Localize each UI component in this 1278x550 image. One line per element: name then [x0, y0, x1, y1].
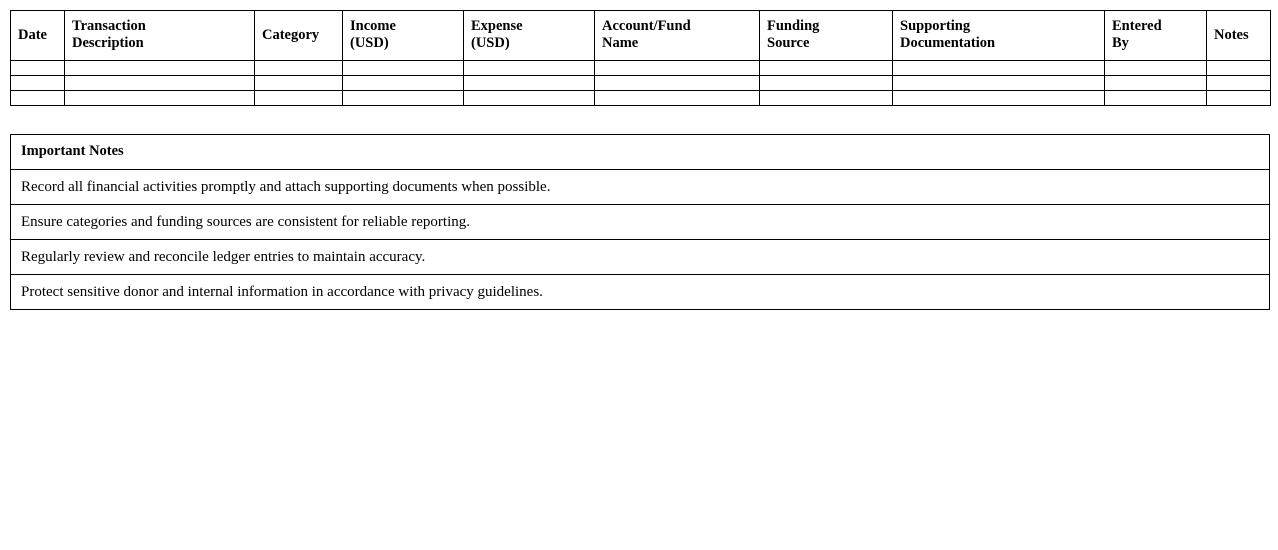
- important-notes-table: [10, 134, 1270, 310]
- cell-supporting-documentation[interactable]: [893, 76, 1105, 91]
- column-header-account-fund-name: [595, 11, 760, 61]
- column-header-date-label: Date: [18, 27, 47, 44]
- column-header-income-usd-line1: Income: [350, 18, 396, 34]
- column-header-entered-by: [1105, 11, 1207, 61]
- cell-account-fund-name[interactable]: [595, 91, 760, 106]
- cell-expense-usd[interactable]: [464, 76, 595, 91]
- list-item: [11, 205, 1270, 240]
- cell-date[interactable]: [11, 76, 65, 91]
- important-note-3: Regularly review and reconcile ledger entries to maintain accuracy.: [11, 240, 1270, 275]
- ledger-header-row: [11, 11, 1271, 61]
- cell-account-fund-name[interactable]: [595, 61, 760, 76]
- cell-category[interactable]: [255, 61, 343, 76]
- ledger-header: [11, 11, 1271, 61]
- table-row: [11, 61, 1271, 76]
- column-header-supporting-documentation-line2: Documentation: [900, 35, 996, 52]
- notes-title-row: [11, 135, 1270, 170]
- column-header-notes: [1207, 11, 1271, 61]
- cell-funding-source[interactable]: [760, 61, 893, 76]
- column-header-account-fund-name-line2: Name: [602, 35, 639, 52]
- column-header-expense-usd-line1: Expense: [471, 18, 523, 34]
- column-header-funding-source-line2: Source: [767, 35, 810, 52]
- column-header-category: [255, 11, 343, 61]
- list-item: [11, 275, 1270, 310]
- column-header-income-usd: [343, 11, 464, 61]
- cell-supporting-documentation[interactable]: [893, 91, 1105, 106]
- column-header-entered-by-line1: Entered: [1112, 18, 1162, 34]
- cell-transaction-description[interactable]: [65, 91, 255, 106]
- cell-account-fund-name[interactable]: [595, 76, 760, 91]
- column-header-funding-source: [760, 11, 893, 61]
- important-note-4: Protect sensitive donor and internal information in accordance with privacy guidelines.: [11, 275, 1270, 310]
- cell-notes[interactable]: [1207, 76, 1271, 91]
- cell-expense-usd[interactable]: [464, 91, 595, 106]
- column-header-expense-usd-line2: (USD): [471, 35, 510, 52]
- important-notes-title: Important Notes: [11, 135, 1270, 170]
- financial-ledger-table-container: [10, 10, 1270, 106]
- column-header-entered-by-line2: By: [1112, 35, 1129, 52]
- column-header-transaction-description: [65, 11, 255, 61]
- list-item: [11, 240, 1270, 275]
- cell-funding-source[interactable]: [760, 91, 893, 106]
- cell-date[interactable]: [11, 91, 65, 106]
- cell-category[interactable]: [255, 91, 343, 106]
- column-header-expense-usd: [464, 11, 595, 61]
- column-header-transaction-description-line1: Transaction: [72, 18, 146, 34]
- important-notes-container: [10, 134, 1270, 310]
- table-row: [11, 91, 1271, 106]
- column-header-category-label: Category: [262, 27, 320, 44]
- column-header-funding-source-line1: Funding: [767, 18, 820, 34]
- table-row: [11, 76, 1271, 91]
- cell-entered-by[interactable]: [1105, 76, 1207, 91]
- column-header-income-usd-line2: (USD): [350, 35, 389, 52]
- column-header-date: [11, 11, 65, 61]
- cell-income-usd[interactable]: [343, 76, 464, 91]
- cell-funding-source[interactable]: [760, 76, 893, 91]
- column-header-transaction-description-line2: Description: [72, 35, 144, 52]
- list-item: [11, 170, 1270, 205]
- column-header-supporting-documentation: [893, 11, 1105, 61]
- column-header-supporting-documentation-line1: Supporting: [900, 18, 971, 34]
- important-note-1: Record all financial activities promptly and attach supporting documents when possible.: [11, 170, 1270, 205]
- cell-income-usd[interactable]: [343, 61, 464, 76]
- cell-entered-by[interactable]: [1105, 91, 1207, 106]
- cell-income-usd[interactable]: [343, 91, 464, 106]
- cell-date[interactable]: [11, 61, 65, 76]
- important-note-2: Ensure categories and funding sources are consistent for reliable reporting.: [11, 205, 1270, 240]
- cell-transaction-description[interactable]: [65, 76, 255, 91]
- cell-notes[interactable]: [1207, 91, 1271, 106]
- cell-transaction-description[interactable]: [65, 61, 255, 76]
- financial-ledger-table: [10, 10, 1271, 106]
- cell-category[interactable]: [255, 76, 343, 91]
- cell-supporting-documentation[interactable]: [893, 61, 1105, 76]
- cell-expense-usd[interactable]: [464, 61, 595, 76]
- column-header-notes-label: Notes: [1214, 27, 1249, 44]
- ledger-body: [11, 61, 1271, 106]
- column-header-account-fund-name-line1: Account/Fund: [602, 18, 691, 34]
- cell-notes[interactable]: [1207, 61, 1271, 76]
- cell-entered-by[interactable]: [1105, 61, 1207, 76]
